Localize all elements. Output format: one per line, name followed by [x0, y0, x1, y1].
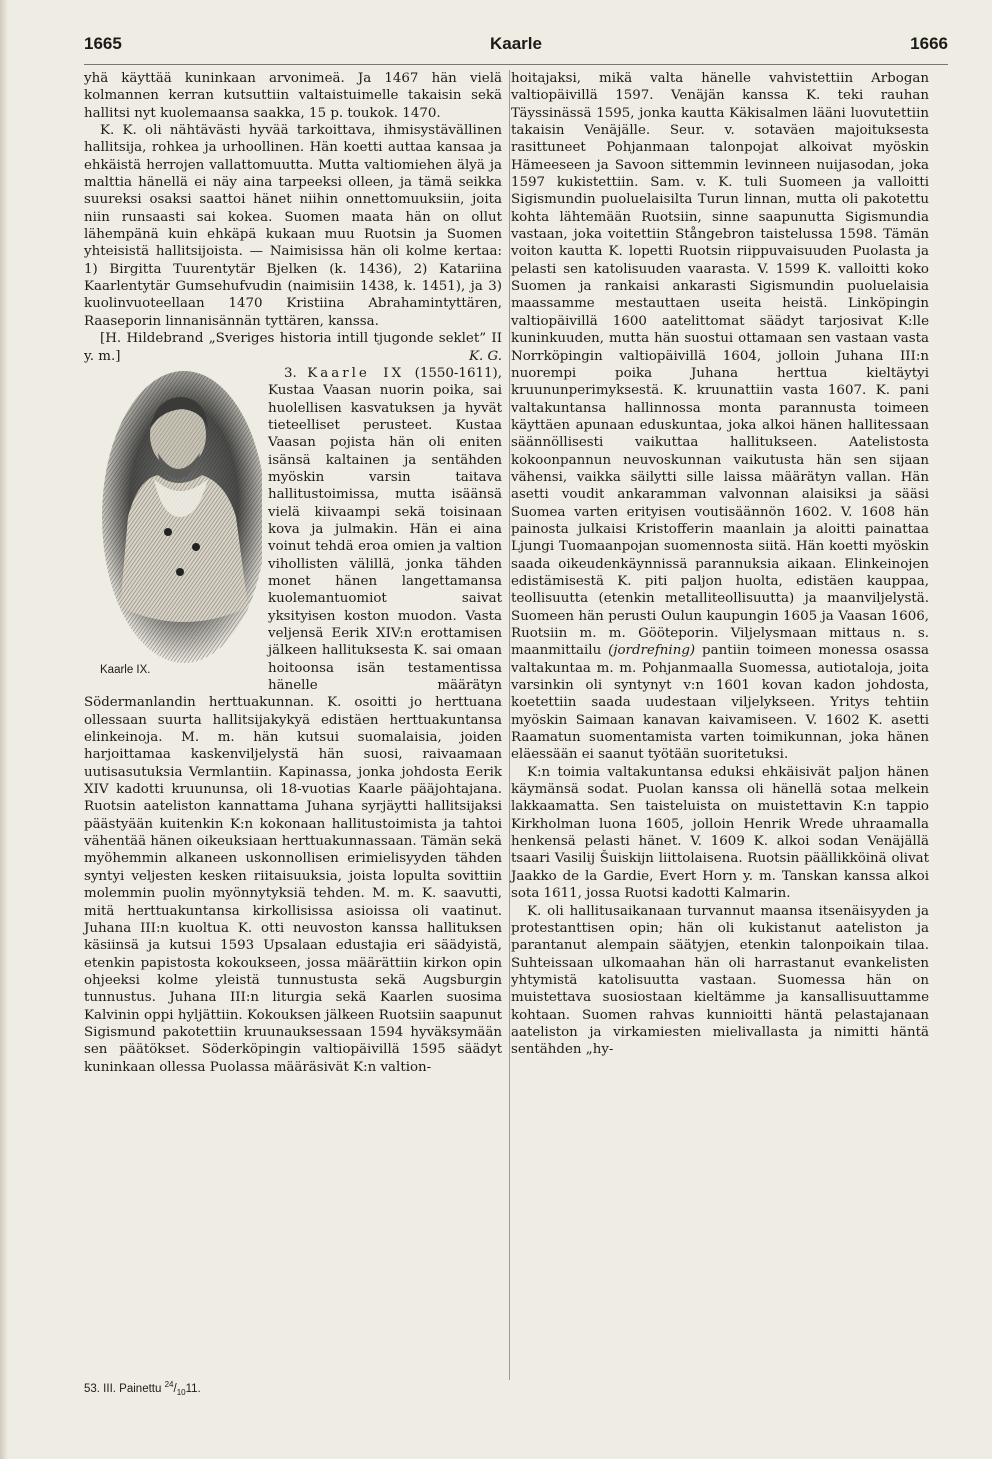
portrait-figure — [84, 367, 258, 679]
left-reference — [84, 330, 502, 365]
portrait-caption: Kaarle IX. — [100, 663, 151, 676]
left-paragraph-1: yhä käyttää kuninkaan arvonimeä. Ja 1467 hän vielä kolmannen kerran kutsuttiin valtaistuimelle takaisin sekä hallitsi nyt kuolemaansa saakka, 15 p. toukok. 1470. — [84, 71, 502, 121]
header-rule — [84, 64, 948, 65]
sheet-signature: 53. III. — [84, 1382, 116, 1395]
author-signature: K. G. — [469, 348, 502, 364]
page-header — [84, 34, 948, 60]
portrait-of-karl-ix-image — [98, 367, 262, 663]
right-paragraph-3: K. oli hallitusaikanaan turvannut maansa itsenäisyyden ja protestanttisen opin; hän oli kukistanut aateliston ja parantanut alempain säätyjen, etenkin talonpoikain tilaa. Suhteissaan ulkomaahan hän oli harrastanut evankelisten yhtymistä katolisuutta vastaan. Suomessa hän on muistettava suosiostaan kieltämme ja kansallisuuttamme kohtaan. Suomen rahvas kunnioitti häntä pelastajanaan aateliston ja virkamiesten mielivallasta ja nimitti häntä sentähden „hy- — [511, 903, 929, 1058]
printed-year: 11. — [185, 1382, 201, 1395]
entry-heading: Kaarle IX — [307, 365, 405, 381]
right-column — [511, 70, 929, 1059]
reference-text: [H. Hildebrand „Sveriges historia intill tjugonde seklet” II y. m.] — [84, 331, 502, 364]
printed-month: 10 — [176, 1388, 186, 1398]
italic-term: (jordrefning) — [608, 643, 696, 659]
page-number-right: 1666 — [910, 34, 948, 53]
left-paragraph-2: K. K. oli nähtävästi hyvää tarkoittava, ihmisystävällinen hallitsija, rohkea ja urhoollinen. Hän koetti auttaa kansaa ja ehkäistä herrojen vallattomuutta. Mutta valtiomiehen älyä ja malttia hänellä ei näy aina tarpeeksi olleen, ja tämä seikka suureksi osaksi saattoi hänet niihin onnettomuuksiin, joita niin runsaasti sai kokea. Suomen maata hän on ollut lähempänä kuin ehkäpä kukaan muu Ruotsin ja Suomen yhteisistä hallitsijoista. — Naimisissa hän oli kolme kertaa: 1) Birgitta Tuurentytär Bjelken (k. 1436), 2) Katariina Kaarlentytär Gumsehufvudin (naimisiin 1438, k. 1451), ja 3) kuolinvuoteellaan 1470 Kristiina Abrahamintyttären, Raaseporin linnanisännän tyttären, kanssa. — [84, 123, 502, 329]
right-paragraph-2: K:n toimia valtakuntansa eduksi ehkäisivät paljon hänen käymänsä sodat. Puolan kanssa oli hänellä sotaa melkein lakkaamatta. Sen taisteluista on muistettavin K:n tappio Kirkholman luona 1605, jolloin Henrik Wrede uhraamalla henkensä pelasti hänet. V. 1609 K. alkoi sodan Venäjällä tsaari Vasilij Šuiskijn liittolaisena. Ruotsin päällikköinä olivat Jaakko de la Gardie, Evert Horn y. m. Tanskan kanssa alkoi sota 1611, jossa Ruotsi kadotti Kalmarin. — [511, 764, 929, 902]
right-paragraph-1 — [511, 70, 929, 764]
printed-label: Painettu — [119, 1382, 162, 1395]
page-footer: 53. III. Painettu $^{24}/_{10}11$. — [84, 1380, 201, 1398]
right-paragraph-1-part-a: hoitajaksi, mikä valta hänelle vahvistettiin Arbogan valtiopäivillä 1597. Venäjän kanssa K. teki rauhan Täyssinässä 1595, jonka kautta Käkisalmen lääni luovutettiin takaisin Venäjälle. Seur. v. sotaväen majoituksesta rasittuneet Pohjanmaan talonpojat alkoivat myöskin Hämeeseen ja Savoon sittemmin levinneen nuijasodan, joka 1597 kukistettiin. Sam. v. K. tuli Suomeen ja valloitti Sigismundin puoluelaisilta Turun linnan, mutta oli pakotettu kohta lähtemään Ruotsiin, sinne saapunutta Sigismundia vastaan, joka voitettiin Stångebron taistelussa 1598. Tämän voiton kautta K. lopetti Ruotsin riippuvaisuuden Puolasta ja pelasti sen katolisuuden vaarasta. V. 1599 K. valloitti koko Suomen ja rankaisi ankarasti Sigismundin puoluelaisia maassamme mestauttaen useita heistä. Linköpingin valtiopäivillä 1600 aatelittomat säädyt tarjosivat K:lle kuninkuuden, mutta hän suostui ottamaan sen vastaan vasta Norrköpingin valtiopäivillä 1604, jolloin Juhana III:n nuorempi poika Juhana herttua kieltäytyi kruununperimyksestä. K. kruunattiin vasta 1607. K. pani valtakuntansa hallinnossa monta parannusta toimeen käyttäen apunaan eduskuntaa, joka alkoi hänen hallitessaan säännöllisesti vaikuttaa hallitukseen. Aatelistosta kokoonpannun neuvoskunnan vaikutusta hän sen sijaan vähensi, vaikka säilytti sille laissa määrätyn vallan. Hän asetti voudit ankaramman valvonnan alaisiksi ja sääsi Suomea varten erityisen voutisäännön 1602. V. 1608 hän painosta julkaisi Kristofferin maanlain ja aloitti painattaa Ljungi Tuomaanpojan suomennosta siitä. Hän koetti myöskin saada oikeudenkäynnissä parannuksia aikaan. Elinkeinojen edistämisestä K. piti paljon huolta, edistäen kauppaa, teollisuutta (etenkin metalliteollisuutta) ja maanviljelystä. Suomeen hän perusti Oulun kaupungin 1605 ja Vaasan 1606, Ruotsiin m. m. Gööteporin. Viljelysmaan mittaus n. s. maanmittailu — [511, 71, 929, 659]
column-divider — [509, 70, 510, 1380]
page-number-left: 1665 — [84, 34, 122, 53]
running-title: Kaarle — [490, 34, 542, 53]
left-paragraph-karl-ix — [84, 365, 502, 1076]
entry-body: (1550-1611), Kustaa Vaasan nuorin poika, sai huolellisen kasvatuksen ja hyvät tieteelliset perusteet. Kustaa Vaasan pojista hän oli eniten isänsä kaltainen ja sentähden myöskin varsin taitava hallitustoimissa, mutta isäänsä vielä kiivaampi sekä toisinaan kova ja julmakin. Hän ei aina voinut tehdä eroa omien ja valtion vihollisten välillä, jonka tähden monet hänen langettamansa kuolemantuomiot saivat yksityisen koston muodon. Vasta veljensä Eerik XIV:n erottamisen jälkeen hallituksesta K. sai omaan hoitoonsa isän testamentissa hänelle määrätyn Södermanlandin herttuakunnan. K. osoitti jo herttuana ollessaan suurta hallitsijakykyä edistäen herttuakuntansa elinkeinoja. M. m. hän kutsui suomalaisia, joiden harjoittamaa kaskenviljelystä hän suosi, raivaamaan uutisasutuksia Vermlantiin. Kapinassa, jonka johdosta Eerik XIV kadotti kruununsa, oli 18-vuotias Kaarle pääjohtajana. Ruotsin aateliston kannattama Juhana syrjäytti hallitsijaksi päästyään kuitenkin K:n kokonaan hallitustoimista ja tahtoi vähentää hänen oikeuksiaan herttuakunnassaan. Tämän sekä myöhemmin alkaneen uskonnollisen erimielisyyden tähden syntyi veljesten kesken riitaisuuksia, joista lopulta sovittiin molemmin puolin myönnytyksiä tehden. M. m. K. saavutti, mitä herttuakuntansa kirkollisissa asioissa oli vaatinut. Juhana III:n kuoltua K. otti neuvoston kanssa hallituksen käsiinsä ja kutsui 1593 Upsalaan edustajia eri säädyistä, etenkin papistosta kokoukseen, jossa määrättiin kirkon opin ohjeeksi kolme yleistä tunnustusta sekä Augsburgin tunnustus. Juhana III:n liturgia sekä Kaarlen suosima Kalvinin oppi hyljättiin. Kokouksen jälkeen Ruotsiin saapunut Sigismund pakotettiin kruunauksessaan 1594 hyväksymään sen päätökset. Söderköpingin valtiopäivillä 1595 säädyt kuninkaan ollessa Puolassa määräsivät K:n valtion- — [84, 365, 502, 1075]
printed-day: 24 — [164, 1380, 174, 1389]
right-paragraph-1-part-b: pantiin toimeen monessa osassa valtakuntaa m. m. Pohjanmaalla Suomessa, autiotaloja, joita varsinkin oli syntynyt v:n 1601 kovan kadon johdosta, koetettiin saada uudestaan viljelykseen. Yritys tehtiin myöskin Saimaan kanavan kaivamiseen. V. 1602 K. asetti Raamatun suomentamista varten toimikunnan, joka hänen eläessään ei saanut työtään suoritetuksi. — [511, 643, 929, 763]
entry-number: 3. — [284, 365, 297, 381]
left-column — [84, 70, 502, 1076]
page-edge-shadow — [0, 0, 8, 1459]
